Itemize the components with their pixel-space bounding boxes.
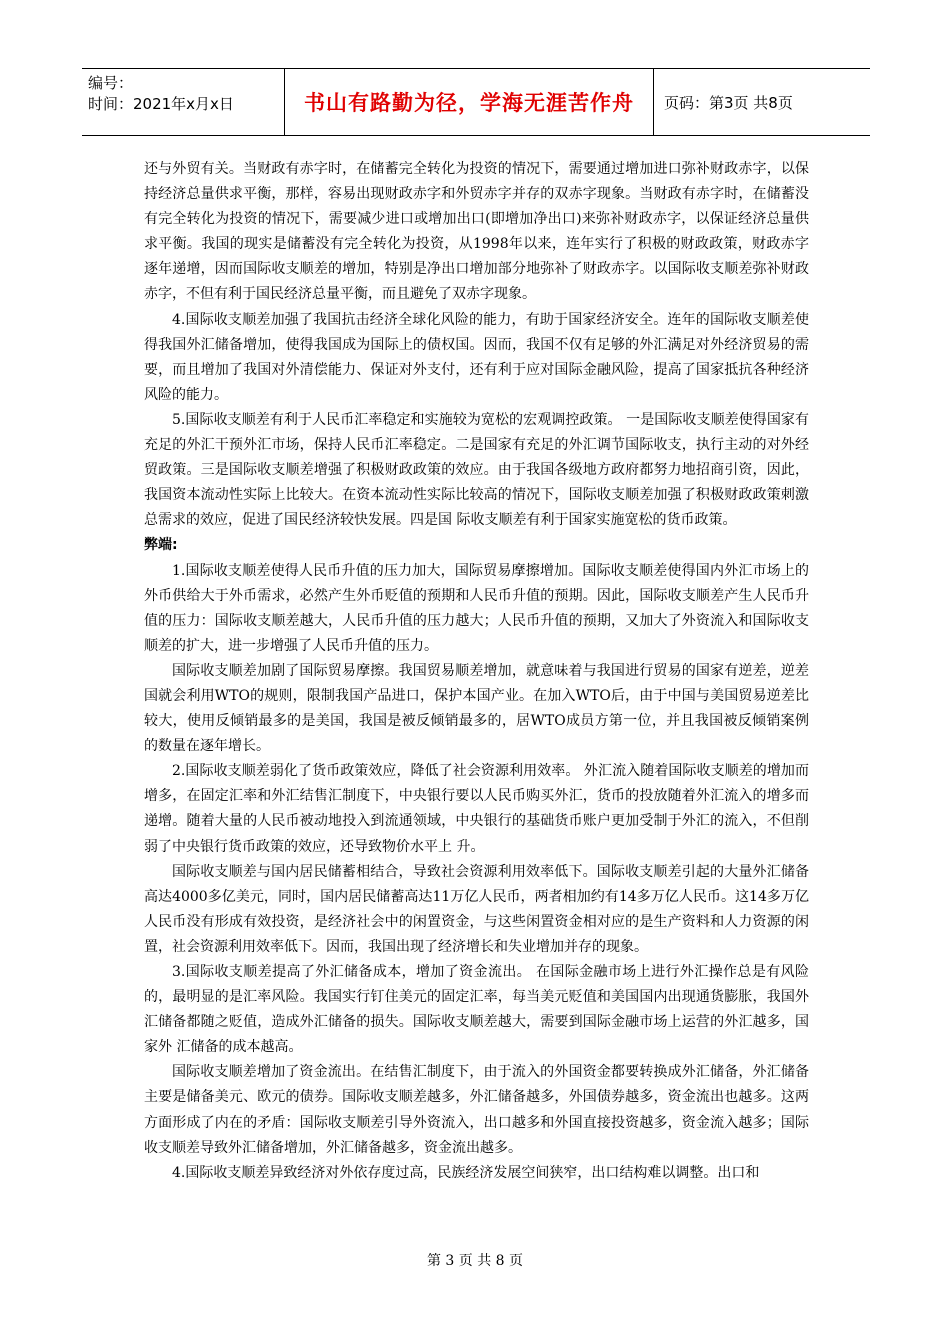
header-number-label: 编号： xyxy=(88,74,134,92)
paragraph: 国际收支顺差与国内居民储蓄相结合，导致社会资源利用效率低下。国际收支顺差引起的大量外汇储备高达4000多亿美元，同时，国内居民储蓄高达11万亿人民币，两者相加约有14多万亿人民币。这14多万亿人民币没有形成有效投资，是经济社会中的闲置资金，与这些闲置资金相对应的是生产资料和人力资源的闲置，社会资源利用效率低下。因而，我国出现了经济增长和失业增加并存的现象。 xyxy=(144,863,809,955)
paragraph: 4.国际收支顺差异致经济对外依存度过高，民族经济发展空间狭窄，出口结构难以调整。出口和 xyxy=(172,1164,760,1181)
header-page-label: 页码：第3页 共8页 xyxy=(664,93,793,112)
header-date-label: 时间：2021年x月x日 xyxy=(88,95,234,113)
document-body xyxy=(144,157,809,1186)
page-footer: 第 3 页 共 8 页 xyxy=(426,1253,524,1269)
paragraph: 国际收支顺差增加了资金流出。在结售汇制度下，由于流入的外国资金都要转换成外汇储备，外汇储备主要是储备美元、欧元的债券。国际收支顺差越多，外汇储备越多，外国债券越多，资金流出也越多。这两方面形成了内在的矛盾：国际收支顺差引导外资流入，出口越多和外国直接投资越多，资金流入越多；国际收支顺差导致外汇储备增加，外汇储备越多，资金流出越多。 xyxy=(144,1064,809,1156)
paragraph: 2.国际收支顺差弱化了货币政策效应，降低了社会资源利用效率。 外汇流入随着国际收支顺差的增加而增多，在固定汇率和外汇结售汇制度下，中央银行要以人民币购买外汇，货币的投放随着外汇流入的增多而递增。随着大量的人民币被动地投入到流通领域，中央银行的基础货币账户更加受制于外汇的流入，不但削弱了中央银行货币政策的效应，还导致物价水平上 升。 xyxy=(144,763,809,855)
paragraph: 1.国际收支顺差使得人民币升值的压力加大，国际贸易摩擦增加。国际收支顺差使得国内外汇市场上的外币供给大于外币需求，必然产生外币贬值的预期和人民币升值的预期。因此，国际收支顺差产生人民币升值的压力：国际收支顺差越大，人民币升值的压力越大；人民币升值的预期，又加大了外资流入和国际收支顺差的扩大，进一步增强了人民币升值的压力。 xyxy=(144,562,809,654)
paragraph: 5.国际收支顺差有利于人民币汇率稳定和实施较为宽松的宏观调控政策。 一是国际收支顺差使得国家有充足的外汇干预外汇市场，保持人民币汇率稳定。二是国家有充足的外汇调节国际收支，执行主动的对外经贸政策。三是国际收支顺差增强了积极财政政策的效应。由于我国各级地方政府都努力地招商引资，因此，我国资本流动性实际上比较大。在资本流动性实际比较高的情况下，国际收支顺差加强了积极财政政策刺激总需求的效应，促进了国民经济较快发展。四是国 际收支顺差有利于国家实施宽松的货币政策。 xyxy=(144,411,809,529)
page-header xyxy=(82,68,870,136)
paragraph: 国际收支顺差加剧了国际贸易摩擦。我国贸易顺差增加，就意味着与我国进行贸易的国家有逆差，逆差国就会利用WTO的规则，限制我国产品进口，保护本国产业。在加入WTO后，由于中国与美国贸易逆差比较大，使用反倾销最多的是美国，我国是被反倾销最多的，居WTO成员方第一位，并且我国被反倾销案例的数量在逐年增长。 xyxy=(144,662,809,755)
paragraph: 4.国际收支顺差加强了我国抗击经济全球化风险的能力，有助于国家经济安全。连年的国际收支顺差使得我国外汇储备增加，使得我国成为国际上的债权国。因而，我国不仅有足够的外汇满足对外经济贸易的需要，而且增加了我国对外清偿能力、保证对外支付，还有利于应对国际金融风险，提高了国家抵抗各种经济风险的能力。 xyxy=(144,311,809,403)
paragraph: 还与外贸有关。当财政有赤字时，在储蓄完全转化为投资的情况下，需要通过增加进口弥补财政赤字，以保持经济总量供求平衡，那样，容易出现财政赤字和外贸赤字并存的双赤字现象。当财政有赤字时，在储蓄没有完全转化为投资的情况下，需要减少进口或增加出口(即增加净出口)来弥补财政赤字，以保证经济总量供求平衡。我国的现实是储蓄没有完全转化为投资，从1998年以来，连年实行了积极的财政政策，财政赤字逐年递增，因而国际收支顺差的增加，特别是净出口增加部分地弥补了财政赤字。以国际收支顺差弥补财政赤字，不但有利于国民经济总量平衡，而且避免了双赤字现象。 xyxy=(144,161,809,303)
header-motto: 书山有路勤为径，学海无涯苦作舟 xyxy=(284,69,654,135)
section-heading: 弊端: xyxy=(144,537,178,554)
header-meta xyxy=(82,69,284,135)
paragraph: 3.国际收支顺差提高了外汇储备成本，增加了资金流出。 在国际金融市场上进行外汇操作总是有风险的，最明显的是汇率风险。我国实行钉住美元的固定汇率，每当美元贬值和美国国内出现通货膨胀，我国外汇储备都随之贬值，造成外汇储备的损失。国际收支顺差越大，需要到国际金融市场上运营的外汇越多，国家外 汇储备的成本越高。 xyxy=(144,964,809,1056)
